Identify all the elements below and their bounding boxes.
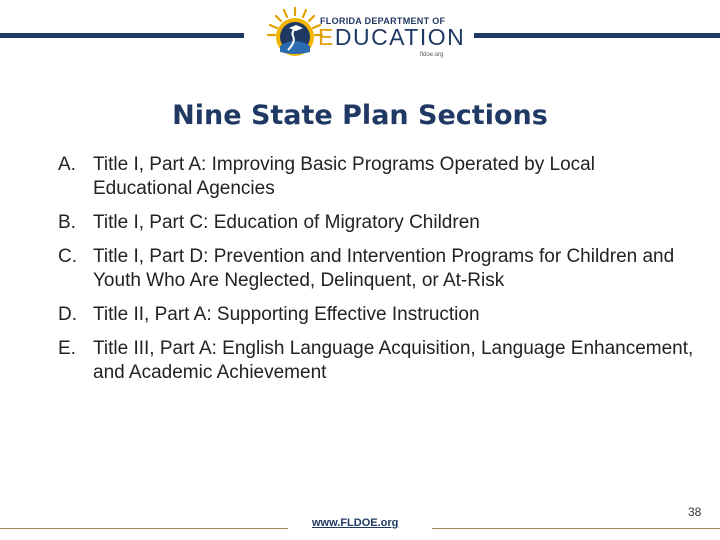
header-bar-left	[0, 33, 244, 38]
footer-rule-right	[432, 528, 720, 529]
slide-title: Nine State Plan Sections	[172, 100, 548, 131]
section-letter: E.	[58, 338, 76, 359]
section-letter: D.	[58, 304, 77, 325]
section-letter: B.	[58, 212, 76, 233]
sun-emblem-icon	[266, 6, 324, 64]
section-item-a	[58, 153, 698, 201]
header-bar-right	[474, 33, 720, 38]
logo-url: fldoe.org	[420, 52, 444, 58]
footer-rule-left	[0, 528, 288, 529]
section-list	[58, 153, 698, 395]
section-text: Title I, Part C: Education of Migratory Children	[93, 212, 480, 233]
fldoe-logo	[262, 6, 466, 66]
logo-department-text: FLORIDA DEPARTMENT OF	[320, 16, 446, 26]
section-item-e	[58, 337, 698, 385]
section-text: Title II, Part A: Supporting Effective Instruction	[93, 304, 480, 325]
page-number: 38	[688, 505, 702, 519]
fldoe-website-link[interactable]: www.FLDOE.org	[312, 517, 399, 529]
section-item-d	[58, 303, 698, 327]
section-item-b	[58, 211, 698, 235]
section-item-c	[58, 245, 698, 293]
logo-education-text	[318, 26, 465, 49]
section-text: Title III, Part A: English Language Acquisition, Language Enhancement, and Academic Achievement	[93, 338, 694, 383]
logo-education-initial: E	[318, 24, 335, 50]
section-letter: A.	[58, 154, 76, 175]
section-text: Title I, Part D: Prevention and Intervention Programs for Children and Youth Who Are Neglected, Delinquent, or At-Risk	[93, 246, 675, 291]
section-text: Title I, Part A: Improving Basic Programs Operated by Local Educational Agencies	[93, 154, 595, 199]
logo-education-rest: DUCATION	[334, 24, 466, 50]
section-letter: C.	[58, 246, 77, 267]
